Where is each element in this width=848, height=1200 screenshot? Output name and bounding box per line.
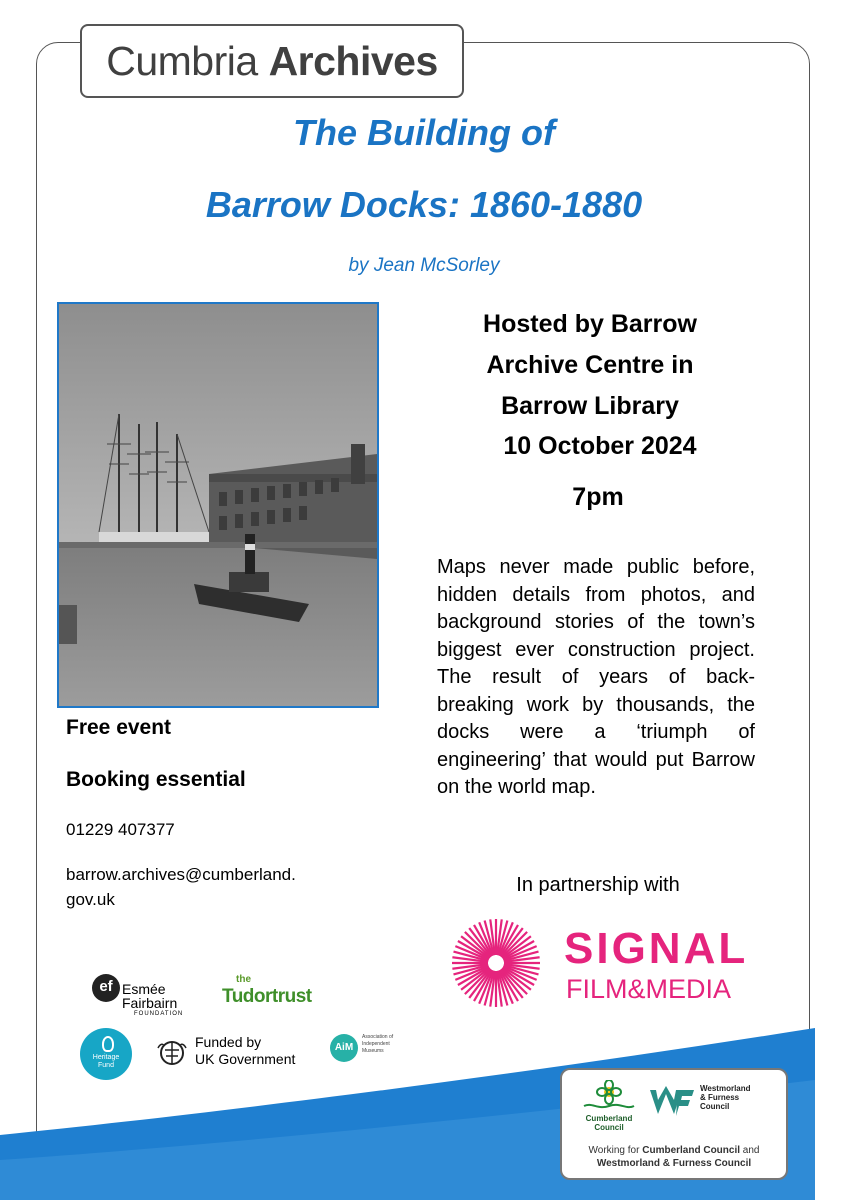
working-bold-1: Cumberland Council (642, 1145, 741, 1156)
venue-line-1: Hosted by Barrow (483, 310, 697, 338)
docks-photo-illustration (59, 304, 377, 706)
tudor-small: the (236, 974, 251, 985)
aim-text (362, 1034, 393, 1055)
cumberland-flower-icon (582, 1080, 636, 1112)
heritage-icon (102, 1036, 114, 1052)
aim-line-1: Association of (362, 1034, 394, 1040)
esmee-fairbairn-logo (92, 972, 182, 1022)
aim-logo (330, 1030, 420, 1070)
title-line-1: The Building of (293, 112, 555, 153)
tudor-main: Tudortrust (222, 986, 312, 1007)
event-date: 10 October 2024 (503, 432, 697, 460)
cumberland-council-logo (574, 1080, 644, 1140)
email-line-1: barrow.archives@cumberland. (66, 865, 296, 884)
heritage-line-1: Heritage (92, 1054, 120, 1061)
cumbria-archives-logo (80, 24, 464, 98)
westmorland-mark-icon (648, 1084, 696, 1120)
venue-line-3: Barrow Library (501, 392, 679, 420)
heritage-fund-logo (80, 1028, 132, 1080)
free-event: Free event (66, 716, 172, 739)
westmorland-text (700, 1084, 751, 1111)
royal-crest-icon (155, 1036, 189, 1070)
brand-bold: Archives (268, 37, 438, 84)
westmorland-line-1: Westmorland (700, 1084, 751, 1093)
heritage-text (80, 1054, 132, 1070)
heritage-line-2: Fund (98, 1062, 114, 1069)
docks-photo (57, 302, 379, 708)
uk-government-logo (155, 1034, 315, 1074)
council-logos-box (560, 1068, 788, 1180)
phone-number: 01229 407377 (66, 820, 175, 839)
signal-wordmark: SIGNAL (564, 924, 749, 973)
partnership-label: In partnership with (516, 874, 680, 896)
cumberland-line-1: Cumberland (585, 1114, 633, 1123)
working-and: and (740, 1145, 760, 1156)
signal-burst-icon (444, 917, 548, 1009)
esmee-line-1: Esmée (122, 981, 166, 997)
venue-block (420, 304, 760, 427)
westmorland-line-3: Council (700, 1102, 730, 1111)
email-address[interactable] (66, 862, 296, 912)
event-description: Maps never made public before, hidden details from photos, and background stories of the town’s biggest ever construction project. The result of years of back-breaking work by thousands, the docks were a ‘triumph of engineering’ that would put Barrow on the world map. (437, 556, 755, 798)
esmee-line-2: Fairbairn (122, 995, 178, 1011)
gov-line-1: Funded by (195, 1034, 262, 1050)
cumberland-line-2: Council (594, 1123, 624, 1132)
westmorland-line-2: & Furness (700, 1093, 740, 1102)
byline: by Jean McSorley (348, 255, 500, 276)
aim-mark-icon: AiM (330, 1034, 358, 1062)
booking-essential: Booking essential (66, 768, 246, 791)
esmee-line-3: FOUNDATION (134, 1011, 184, 1017)
title-line-2: Barrow Docks: 1860-1880 (205, 184, 643, 225)
working-prefix: Working for (588, 1145, 643, 1156)
esmee-mark-icon: ef (92, 974, 120, 1002)
signal-subtitle: FILM&MEDIA (566, 974, 732, 1004)
email-line-2: gov.uk (66, 890, 115, 909)
westmorland-furness-logo (648, 1084, 784, 1134)
tudor-trust-logo (222, 974, 332, 1014)
event-time: 7pm (572, 483, 624, 511)
brand-light: Cumbria (106, 37, 258, 84)
gov-line-2: UK Government (195, 1051, 296, 1067)
aim-line-2: Independent (362, 1041, 390, 1047)
signal-logo (444, 917, 764, 1009)
aim-line-3: Museums (362, 1048, 384, 1054)
working-bold-2: Westmorland & Furness Council (596, 1158, 752, 1169)
working-for-text (562, 1144, 786, 1170)
cumberland-text (574, 1114, 644, 1132)
venue-line-2: Archive Centre in (486, 351, 694, 379)
